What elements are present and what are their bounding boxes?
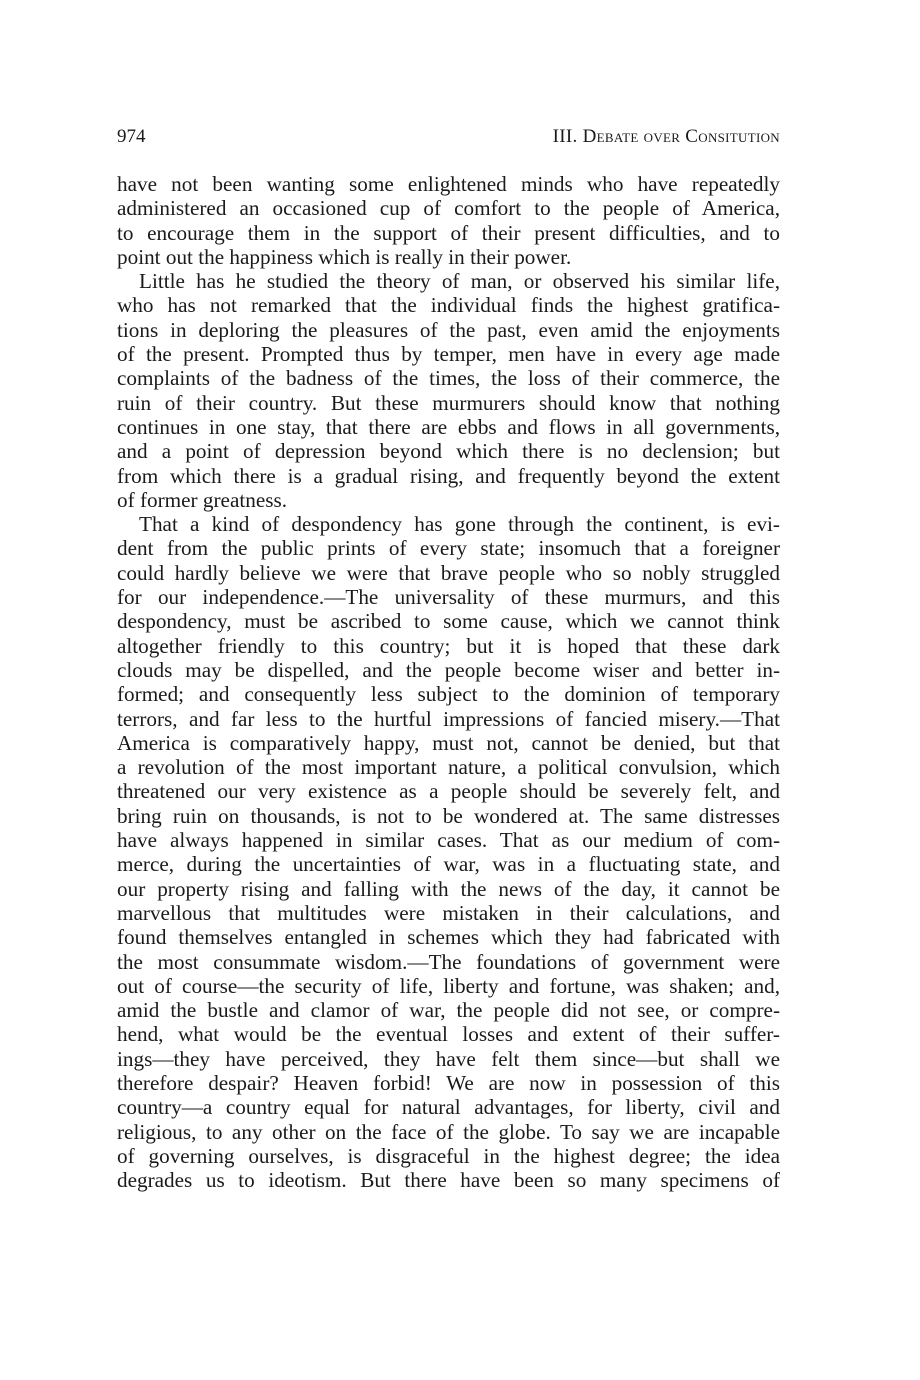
text-line: marvellous that multitudes were mistaken in their calculations, and: [117, 900, 780, 925]
text-line: Little has he studied the theory of man, or observed his similar life,: [139, 269, 780, 294]
text-line: dent from the public prints of every state; insomuch that a foreigner: [117, 536, 780, 561]
text-line: to encourage them in the support of their present difficulties, and to: [117, 220, 780, 245]
text-line: from which there is a gradual rising, and frequently beyond the extent: [117, 463, 780, 488]
text-line: formed; and consequently less subject to the dominion of temporary: [117, 682, 780, 707]
text-line: who has not remarked that the individual finds the highest gratifica-: [117, 293, 780, 318]
text-line: ruin of their country. But these murmurers should know that nothing: [117, 390, 780, 415]
text-line: could hardly believe we were that brave people who so nobly struggled: [117, 560, 780, 585]
text-line: despondency, must be ascribed to some cause, which we cannot think: [117, 609, 780, 634]
text-line: country—a country equal for natural advantages, for liberty, civil and: [117, 1095, 780, 1120]
text-line: administered an occasioned cup of comfort to the people of America,: [117, 196, 780, 221]
text-line: our property rising and falling with the news of the day, it cannot be: [117, 876, 780, 901]
running-head: [117, 124, 780, 150]
text-line: of governing ourselves, is disgraceful in the highest degree; the idea: [117, 1143, 780, 1168]
text-line: amid the bustle and clamor of war, the people did not see, or compre-: [117, 998, 780, 1023]
running-title: III. Debate over Consitution: [552, 126, 780, 147]
text-line: of the present. Prompted thus by temper, men have in every age made: [117, 342, 780, 367]
text-line: merce, during the uncertainties of war, was in a fluctuating state, and: [117, 852, 780, 877]
text-line: bring ruin on thousands, is not to be wondered at. The same distresses: [117, 803, 780, 828]
text-line: America is comparatively happy, must not, cannot be denied, but that: [117, 730, 780, 755]
text-line: complaints of the badness of the times, the loss of their commerce, the: [117, 366, 780, 391]
paragraph: [117, 512, 780, 1192]
text-line: degrades us to ideotism. But there have been so many specimens of: [117, 1168, 780, 1193]
text-line: and a point of depression beyond which there is no declension; but: [117, 439, 780, 464]
text-line: therefore despair? Heaven forbid! We are now in possession of this: [117, 1070, 780, 1095]
text-line: That a kind of despondency has gone through the continent, is evi-: [139, 512, 780, 537]
text-line: a revolution of the most important nature, a political convulsion, which: [117, 755, 780, 780]
text-line: terrors, and far less to the hurtful impressions of fancied misery.—That: [117, 706, 780, 731]
text-line: the most consummate wisdom.—The foundations of government were: [117, 949, 780, 974]
text-line: have always happened in similar cases. That as our medium of com-: [117, 828, 780, 853]
text-line: of former greatness.: [117, 487, 288, 512]
text-line: altogether friendly to this country; but it is hoped that these dark: [117, 633, 780, 658]
text-line: religious, to any other on the face of the globe. To say we are incapable: [117, 1119, 780, 1144]
text-line: ings—they have perceived, they have felt them since—but shall we: [117, 1046, 780, 1071]
text-line: continues in one stay, that there are ebbs and flows in all governments,: [117, 414, 780, 439]
text-line: have not been wanting some enlightened minds who have repeatedly: [117, 172, 780, 196]
body-text: [117, 172, 780, 1192]
text-line: threatened our very existence as a people should be severely felt, and: [117, 779, 780, 804]
page-number: 974: [117, 126, 146, 147]
text-line: point out the happiness which is really in their power.: [117, 244, 572, 269]
text-line: hend, what would be the eventual losses and extent of their suffer-: [117, 1022, 780, 1047]
text-line: clouds may be dispelled, and the people become wiser and better in-: [117, 657, 780, 682]
paragraph: [117, 172, 780, 269]
paragraph: [117, 269, 780, 512]
text-line: out of course—the security of life, liberty and fortune, was shaken; and,: [117, 973, 780, 998]
text-line: tions in deploring the pleasures of the past, even amid the enjoyments: [117, 317, 780, 342]
text-line: found themselves entangled in schemes which they had fabricated with: [117, 925, 780, 950]
text-line: for our independence.—The universality of these murmurs, and this: [117, 585, 780, 610]
